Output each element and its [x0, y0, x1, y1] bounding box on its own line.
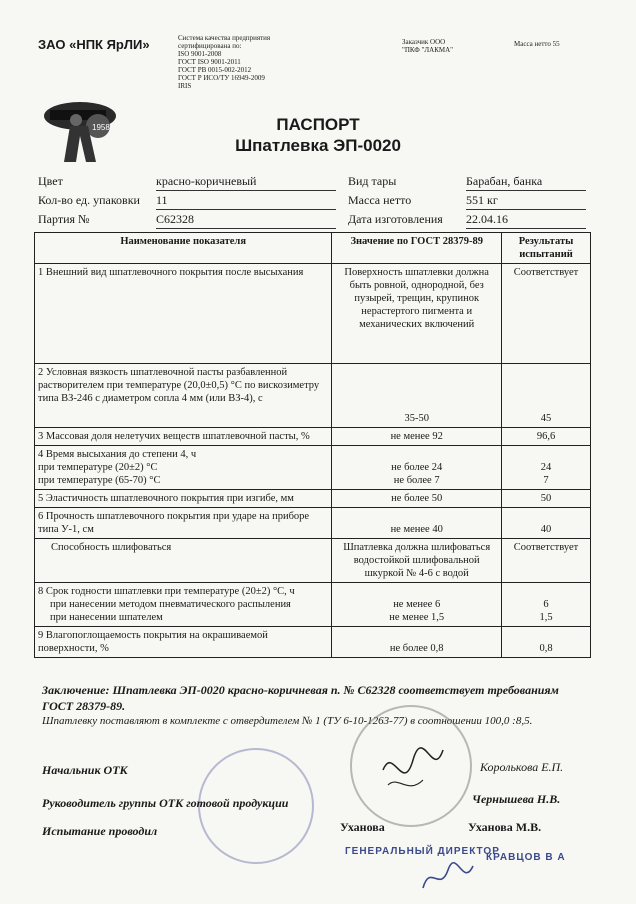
mass-row: Масса нетто: [348, 193, 412, 207]
table-row: 9 Влагопоглощаемость покрытия на окрашиваемой поверхности, % не более 0,8 0,8: [35, 627, 591, 658]
otk-head-name: Королькова Е.П.: [480, 760, 564, 774]
delivery-text: Шпатлевку поставляют в комплекте с отвердителем № 1 (ТУ 6-10-1263-77) в соотношении 100,0 :8,5.: [42, 715, 533, 727]
table-row: 6 Прочность шпатлевочного покрытия при ударе на приборе типа У-1, см не менее 40 40: [35, 508, 591, 539]
qty-value: 11: [156, 191, 336, 210]
group-head-name: Чернышева Н.В.: [472, 792, 561, 806]
customer-info: Заказчик ООО "ПКФ "ЛАКМА": [402, 38, 454, 54]
col-header-result: Результаты испытаний: [502, 233, 591, 264]
table-row: 8 Срок годности шпатлевки при температуре (20±2) °С, ч при нанесении методом пневматического распыления при нанесении шпателем не менее 6 не менее 1,5 6 1,5: [35, 583, 591, 627]
date-value: 22.04.16: [466, 210, 586, 229]
mass-value: 551 кг: [466, 191, 586, 210]
otk-head-label: Начальник ОТК: [42, 763, 128, 777]
col-header-name: Наименование показателя: [35, 233, 332, 264]
document-title: ПАСПОРТ Шпатлевка ЭП-0020: [235, 115, 401, 155]
group-head-label: Руководитель группы ОТК готовой продукции: [42, 796, 289, 810]
company-name: ЗАО «НПК ЯрЛИ»: [38, 37, 150, 52]
table-row: 1 Внешний вид шпатлевочного покрытия после высыхания Поверхность шпатлевки должна быть ровной, однородной, без пузырей, трещин, крупинок нерастертого пигмента и механических включений Соответствует: [35, 264, 591, 364]
handwritten-signature-1: [378, 740, 448, 800]
color-value: красно-коричневый: [156, 172, 336, 191]
table-row: 5 Эластичность шпатлевочного покрытия при изгибе, мм не более 50 50: [35, 490, 591, 508]
stamp-general-director: ГЕНЕРАЛЬНЫЙ ДИРЕКТОР: [345, 846, 500, 857]
tester-name-short: Уханова: [340, 820, 385, 834]
tester-label: Испытание проводил: [42, 824, 158, 838]
net-mass-header: Масса нетто 55: [514, 40, 560, 48]
stamp-director-name: КРАВЦОВ В А: [486, 852, 566, 863]
svg-text:1958: 1958: [92, 123, 110, 132]
container-row: Вид тары: [348, 174, 397, 188]
date-row: Дата изготовления: [348, 212, 443, 226]
certification-list: Система качества предприятия сертифицирована по: ISO 9001-2008 ГОСТ ISO 9001-2011 ГОСТ РВ 0015-002-2012 ГОСТ Р ИСО/ТУ 16949-2009 IRIS: [178, 34, 271, 90]
col-header-norm: Значение по ГОСТ 28379-89: [332, 233, 502, 264]
container-value: Барабан, банка: [466, 172, 586, 191]
conclusion-text: Заключение: Шпатлевка ЭП-0020 красно-коричневая п. № С62328 соответствует требованиям ГОСТ 28379-89.: [42, 683, 559, 713]
color-row: Цвет: [38, 174, 63, 188]
qty-row: Кол-во ед. упаковки: [38, 193, 140, 207]
tester-name: Уханова М.В.: [468, 820, 542, 834]
table-header-row: [35, 233, 591, 264]
table-row: 3 Массовая доля нелетучих веществ шпатлевочной пасты, % не менее 92 96,6: [35, 428, 591, 446]
table-row: 4 Время высыхания до степени 4, ч при температуре (20±2) °С при температуре (65-70) °С не более 24 не более 7 24 7: [35, 446, 591, 490]
table-row: Способность шлифоваться Шпатлевка должна шлифоваться водостойкой шлифовальной шкуркой № 4-6 с водой Соответствует: [35, 539, 591, 583]
handwritten-signature-2: [418, 858, 478, 898]
batch-row: Партия №: [38, 212, 90, 226]
batch-value: С62328: [156, 210, 336, 229]
table-row: 2 Условная вязкость шпатлевочной пасты разбавленной растворителем при температуре (20,0±0,5) °С по вискозиметру типа ВЗ-246 с диаметром сопла 4 мм (или ВЗ-4), с 35-50 45: [35, 364, 591, 428]
specification-table: [34, 232, 591, 658]
